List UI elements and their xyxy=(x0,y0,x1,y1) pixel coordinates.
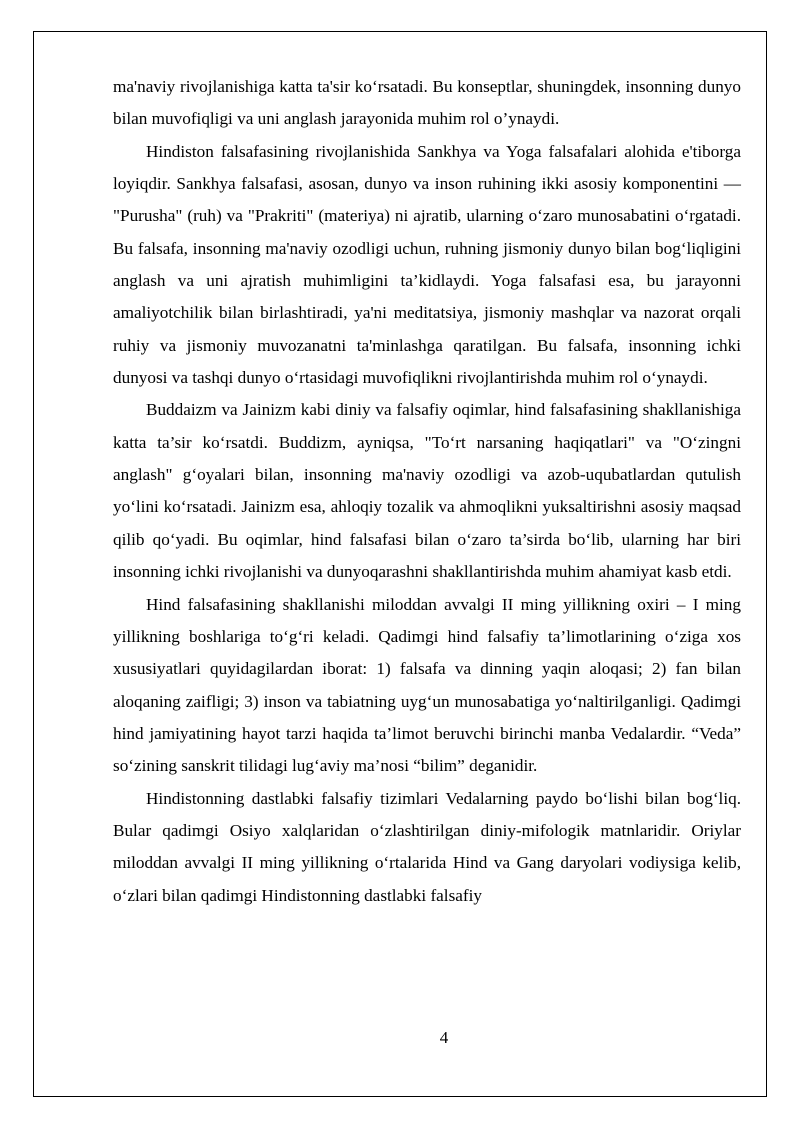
paragraph-continuation: ma'naviy rivojlanishiga katta ta'sir ko‘rsatadi. Bu konseptlar, shuningdek, insonning dunyo bilan muvofiqligi va uni anglash jarayonida muhim rol o’ynaydi. xyxy=(113,77,741,129)
paragraph-sankhya-yoga: Hindiston falsafasining rivojlanishida Sankhya va Yoga falsafalari alohida e'tiborga loyiqdir. Sankhya falsafasi, asosan, dunyo va inson ruhining ikki asosiy komponentini — "Purusha" (ruh) va "Prakriti" (materiya) ni ajratib, ularning o‘zaro munosabatini o‘rgatadi. Bu falsafa, insonning ma'naviy ozodligi uchun, ruhning jismoniy dunyo bilan bog‘liqligini anglash va uni ajratish muhimligini ta’kidlaydi. Yoga falsafasi esa, bu jarayonni amaliyotchilik bilan birlashtiradi, ya'ni meditatsiya, jismoniy mashqlar va nazorat orqali ruhiy va jismoniy muvozanatni ta'minlashga qaratilgan. Bu falsafa, insonning ichki dunyosi va tashqi dunyo o‘rtasidagi muvofiqlikni rivojlantirishda muhim rol o‘ynaydi. xyxy=(113,141,741,388)
page-number: 4 xyxy=(439,1028,449,1047)
paragraph-formation: Hind falsafasining shakllanishi miloddan avvalgi II ming yillikning oxiri – I ming yillikning boshlariga to‘g‘ri keladi. Qadimgi hind falsafiy ta’limotlarining o‘ziga xos xususiyatlari quyidagilardan iborat: 1) falsafa va dinning yaqin aloqasi; 2) fan bilan aloqaning zaifligi; 3) inson va tabiatning uyg‘un munosabatiga yo‘naltirilganligi. Qadimgi hind jamiyatining hayot tarzi haqida ta’limot beruvchi birinchi manba Vedalardir. “Veda” so‘zining sanskrit tilidagi lug‘aviy ma’nosi “bilim” deganidir. xyxy=(113,594,741,776)
document-body xyxy=(113,71,741,912)
paragraph-vedas: Hindistonning dastlabki falsafiy tizimlari Vedalarning paydo bo‘lishi bilan bog‘liq. Bular qadimgi Osiyo xalqlaridan o‘zlashtirilgan diniy-mifologik matnlaridir. Oriylar miloddan avvalgi II ming yillikning o‘rtalarida Hind va Gang daryolari vodiysiga kelib, o‘zlari bilan qadimgi Hindistonning dastlabki falsafiy xyxy=(113,788,741,905)
paragraph-buddhism-jainism: Buddaizm va Jainizm kabi diniy va falsafiy oqimlar, hind falsafasining shakllanishiga katta ta’sir ko‘rsatdi. Buddizm, ayniqsa, "To‘rt narsaning haqiqatlari" va "O‘zingni anglash" g‘oyalari bilan, insonning ma'naviy ozodligi va azob-uqubatlardan qutulish yo‘lini ko‘rsatadi. Jainizm esa, ahloqiy tozalik va ahmoqlikni yuksaltirishni asosiy maqsad qilib qo‘yadi. Bu oqimlar, hind falsafasi bilan o‘zaro ta’sirda bo‘lib, ularning har biri insonning ichki rivojlanishi va dunyoqarashni shakllantirishda muhim ahamiyat kasb etdi. xyxy=(113,400,741,582)
